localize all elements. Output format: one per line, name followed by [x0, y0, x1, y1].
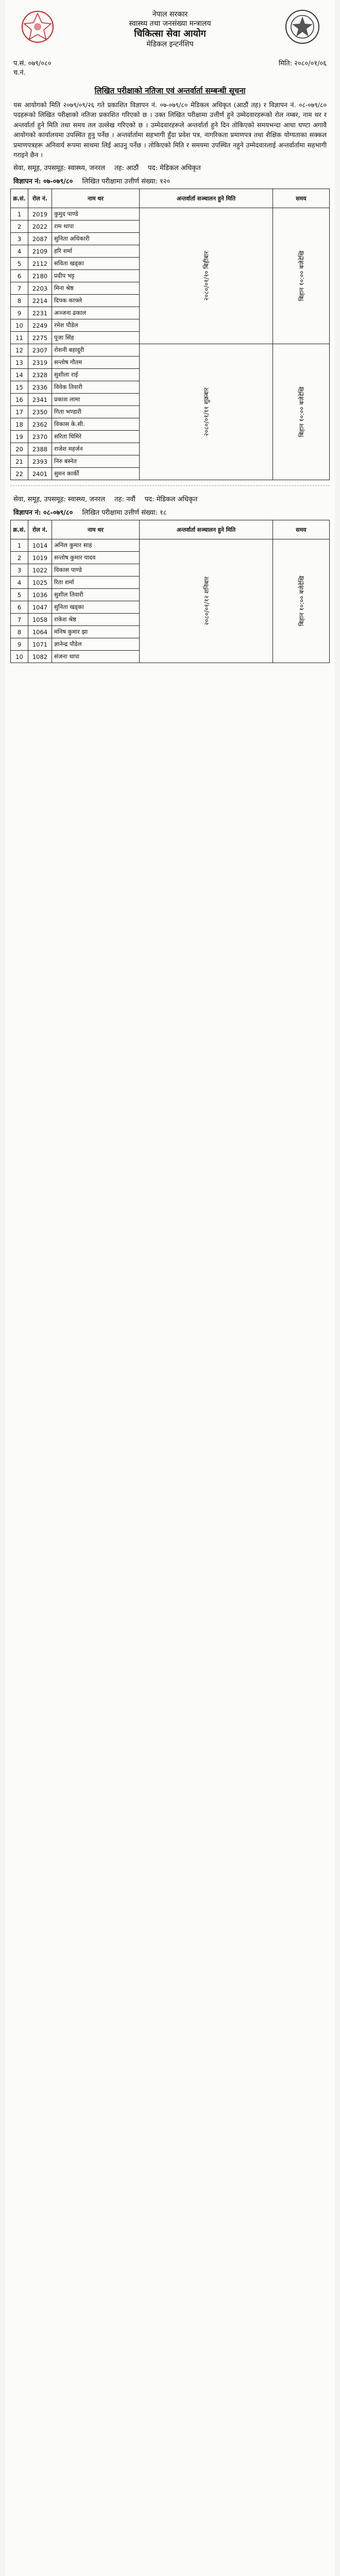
cell-name: दिपक काफ्ले — [52, 295, 140, 307]
cell-sn: 10 — [11, 651, 28, 663]
cell-roll: 2328 — [28, 369, 52, 381]
cell-name: कुमुद पाण्डे — [52, 208, 140, 221]
cell-name: प्रकाश लामा — [52, 394, 140, 406]
cell-name: प्रदीप भट्ट — [52, 270, 140, 282]
cell-sn: 21 — [11, 455, 28, 468]
level-2: तह: नवौं — [114, 496, 135, 504]
cell-roll: 2275 — [28, 332, 52, 344]
interview-date: २०८०/०१/१० बिहीबार — [202, 251, 210, 301]
interview-date-cell — [140, 539, 273, 663]
cell-sn: 13 — [11, 357, 28, 369]
cell-sn: 8 — [11, 295, 28, 307]
interview-date: २०८०/०१/११ शुक्रबार — [202, 387, 210, 436]
cell-sn: 3 — [11, 564, 28, 577]
cell-roll: 2401 — [28, 468, 52, 480]
cell-roll: 1019 — [28, 552, 52, 564]
gov-name: नेपाल सरकार — [152, 10, 188, 19]
col-roll-2: रोल नं. — [28, 520, 52, 539]
cell-name: सविता खड्का — [52, 258, 140, 270]
section2-meta-2 — [10, 504, 330, 518]
cell-name: मिना श्रेष्ठ — [52, 282, 140, 295]
service-group: सेवा, समूह, उपसमूह: स्वास्थ्य, जनरल — [13, 164, 106, 173]
interview-date: २०८०/०१/१२ शनिबार — [202, 577, 210, 626]
cell-name: निरु बस्नेत — [52, 455, 140, 468]
cell-roll: 2231 — [28, 307, 52, 319]
cell-name: विवेक तिवारी — [52, 381, 140, 394]
col-date-2: अन्तर्वार्ता सञ्चालन हुने मिति — [140, 520, 273, 539]
interview-time-cell — [273, 539, 330, 663]
cell-name: रिता शर्मा — [52, 577, 140, 589]
level: तह: आठौं — [114, 164, 139, 173]
cell-roll: 2022 — [28, 221, 52, 233]
cell-roll: 2370 — [28, 431, 52, 443]
commission-name: चिकित्सा सेवा आयोग — [134, 28, 206, 39]
cell-name: सुनिता अधिकारी — [52, 233, 140, 245]
cell-sn: 10 — [11, 319, 28, 332]
table-header-2 — [11, 520, 330, 539]
divider — [10, 485, 330, 486]
cell-name: राकेश श्रेष्ठ — [52, 614, 140, 626]
cell-roll: 1058 — [28, 614, 52, 626]
cell-name: राम थापा — [52, 221, 140, 233]
cell-name: संजना थापा — [52, 651, 140, 663]
cell-name: सुशीला राई — [52, 369, 140, 381]
notice-title: लिखित परीक्षाको नतिजा एवं अन्तर्वार्ता सम्बन्धी सूचना — [94, 86, 246, 95]
table-header — [11, 189, 330, 208]
cell-sn: 2 — [11, 552, 28, 564]
table-row — [11, 208, 330, 221]
cell-name: सन्तोष गौतम — [52, 357, 140, 369]
cell-name: हरि शर्मा — [52, 245, 140, 258]
cell-roll: 2249 — [28, 319, 52, 332]
cell-sn: 7 — [11, 614, 28, 626]
cell-sn: 12 — [11, 344, 28, 357]
cell-name: विकास पाण्डे — [52, 564, 140, 577]
interview-date-cell — [140, 344, 273, 480]
advert-number-2: विज्ञापन नं: ०८-०७९/८० — [13, 509, 73, 517]
cell-roll: 2388 — [28, 443, 52, 455]
issue-date: मिति: २०८०/०१/०६ — [278, 60, 327, 67]
interview-date-cell — [140, 208, 273, 344]
col-time-2: समय — [273, 520, 330, 539]
cell-roll: 2019 — [28, 208, 52, 221]
division-name: मेडिकल इन्टर्नशिप — [146, 40, 194, 48]
cell-roll: 1064 — [28, 626, 52, 638]
service-group-2: सेवा, समूह, उपसमूह: स्वास्थ्य, जनरल — [13, 496, 106, 504]
cell-sn: 19 — [11, 431, 28, 443]
cell-sn: 11 — [11, 332, 28, 344]
advert-number: विज्ञापन नं: ०७-०७९/८० — [13, 178, 73, 186]
table-row — [11, 344, 330, 357]
cell-sn: 17 — [11, 406, 28, 418]
cell-sn: 15 — [11, 381, 28, 394]
cell-name: सन्तोष कुमार यादव — [52, 552, 140, 564]
results-table-2 — [10, 520, 330, 663]
cell-roll: 2362 — [28, 418, 52, 431]
cell-sn: 18 — [11, 418, 28, 431]
dispatch-number: च.नं. — [13, 69, 26, 77]
cell-name: रोशनी बहादुरी — [52, 344, 140, 357]
cell-sn: 9 — [11, 307, 28, 319]
interview-time-cell — [273, 208, 330, 344]
section1-meta — [10, 160, 330, 173]
col-roll: रोल नं. — [28, 189, 52, 208]
cell-sn: 4 — [11, 577, 28, 589]
cell-sn: 5 — [11, 258, 28, 270]
commission-seal-icon — [282, 8, 322, 45]
cell-sn: 22 — [11, 468, 28, 480]
notice-page — [5, 0, 335, 2576]
cell-sn: 16 — [11, 394, 28, 406]
notice-body: यस आयोगको मिति २०७९/०९/२६ गते प्रकाशित विज्ञापन नं. ०७-०७९/८० मेडिकल अधिकृत (आठौं तह) र विज्ञापन नं. ०८-०७९/८० पदहरूको लिखित परीक्षाको नतिजा प्रकाशित गरिएको छ । उक्त लिखित परीक्षामा उत्तीर्ण हुने उम्मेदवारहरूको रोल नम्बर, नाम थर र अन्तर्वार्ता हुने मिति तथा समय तल उल्लेख गरिएको छ । उम्मेदवारहरूले अन्तर्वार्ता हुने दिन तोकिएको समयभन्दा आधा घण्टा अगावै आयोगको कार्यालयमा उपस्थित हुनु पर्नेछ । अन्तर्वार्तामा सहभागी हुँदा प्रवेश पत्र, नागरिकता प्रमाणपत्र तथा शैक्षिक योग्यताका सक्कल प्रमाणपत्रहरू अनिवार्य रूपमा साथमा लिई आउनु पर्नेछ । तोकिएको मिति र समयमा उपस्थित नहुने उम्मेदवारलाई अन्तर्वार्तामा सहभागी गराइने छैन । — [13, 101, 327, 159]
cell-sn: 4 — [11, 245, 28, 258]
col-name: नाम थर — [52, 189, 140, 208]
cell-roll: 2214 — [28, 295, 52, 307]
col-date: अन्तर्वार्ता सञ्चालन हुने मिति — [140, 189, 273, 208]
col-name-2: नाम थर — [52, 520, 140, 539]
cell-name: सुनिता खड्का — [52, 601, 140, 614]
cell-roll: 2180 — [28, 270, 52, 282]
interview-time: बिहान १०:०० बजेदेखि — [297, 575, 305, 626]
cell-sn: 1 — [11, 539, 28, 552]
cell-name: सुमन कार्की — [52, 468, 140, 480]
interview-time: बिहान १०:०० बजेदेखि — [297, 250, 305, 301]
passed-count-2: लिखित परीक्षामा उत्तीर्ण संख्या: १८ — [82, 509, 167, 517]
col-time: समय — [273, 189, 330, 208]
cell-roll: 1071 — [28, 638, 52, 651]
cell-roll: 2393 — [28, 455, 52, 468]
cell-name: राजेश महर्जन — [52, 443, 140, 455]
cell-sn: 2 — [11, 221, 28, 233]
cell-name: अञ्जना ढकाल — [52, 307, 140, 319]
cell-roll: 2350 — [28, 406, 52, 418]
results-table — [10, 189, 330, 480]
cell-roll: 2109 — [28, 245, 52, 258]
passed-count: लिखित परीक्षामा उत्तीर्ण संख्या: १२० — [82, 178, 171, 186]
cell-sn: 6 — [11, 601, 28, 614]
cell-name: पूजा सिंह — [52, 332, 140, 344]
nepal-emblem-icon — [18, 8, 58, 45]
cell-sn: 1 — [11, 208, 28, 221]
cell-name: मनिष कुमार झा — [52, 626, 140, 638]
interview-time-cell — [273, 344, 330, 480]
interview-time: बिहान १०:०० बजेदेखि — [297, 386, 305, 437]
col-sn-2: क्र.सं. — [11, 520, 28, 539]
cell-name: विकास के.सी. — [52, 418, 140, 431]
letterhead — [10, 6, 330, 83]
cell-name: अनिल कुमार साह — [52, 539, 140, 552]
cell-sn: 9 — [11, 638, 28, 651]
cell-roll: 1036 — [28, 589, 52, 601]
post-2: पद: मेडिकल अधिकृत — [144, 496, 198, 504]
cell-roll: 2203 — [28, 282, 52, 295]
cell-sn: 3 — [11, 233, 28, 245]
cell-name: रमेश पौडेल — [52, 319, 140, 332]
section1-meta-2 — [10, 173, 330, 187]
cell-roll: 1047 — [28, 601, 52, 614]
cell-sn: 6 — [11, 270, 28, 282]
cell-name: सरिता घिमिरे — [52, 431, 140, 443]
col-sn: क्र.सं. — [11, 189, 28, 208]
cell-roll: 2307 — [28, 344, 52, 357]
cell-sn: 14 — [11, 369, 28, 381]
cell-roll: 1014 — [28, 539, 52, 552]
cell-sn: 20 — [11, 443, 28, 455]
cell-sn: 5 — [11, 589, 28, 601]
cell-roll: 2319 — [28, 357, 52, 369]
cell-roll: 2112 — [28, 258, 52, 270]
cell-roll: 2341 — [28, 394, 52, 406]
reference-number: प.सं. ०७९/०८० — [13, 60, 52, 67]
cell-name: सुशील तिवारी — [52, 589, 140, 601]
cell-name: ज्ञानेन्द्र पौडेल — [52, 638, 140, 651]
cell-roll: 1082 — [28, 651, 52, 663]
cell-roll: 2336 — [28, 381, 52, 394]
cell-roll: 1022 — [28, 564, 52, 577]
ministry-name: स्वास्थ्य तथा जनसंख्या मन्त्रालय — [129, 19, 211, 28]
table-row — [11, 539, 330, 552]
section2-meta — [10, 491, 330, 504]
cell-roll: 2087 — [28, 233, 52, 245]
cell-name: गिता भण्डारी — [52, 406, 140, 418]
post: पद: मेडिकल अधिकृत — [148, 164, 201, 173]
cell-roll: 1025 — [28, 577, 52, 589]
cell-sn: 7 — [11, 282, 28, 295]
cell-sn: 8 — [11, 626, 28, 638]
